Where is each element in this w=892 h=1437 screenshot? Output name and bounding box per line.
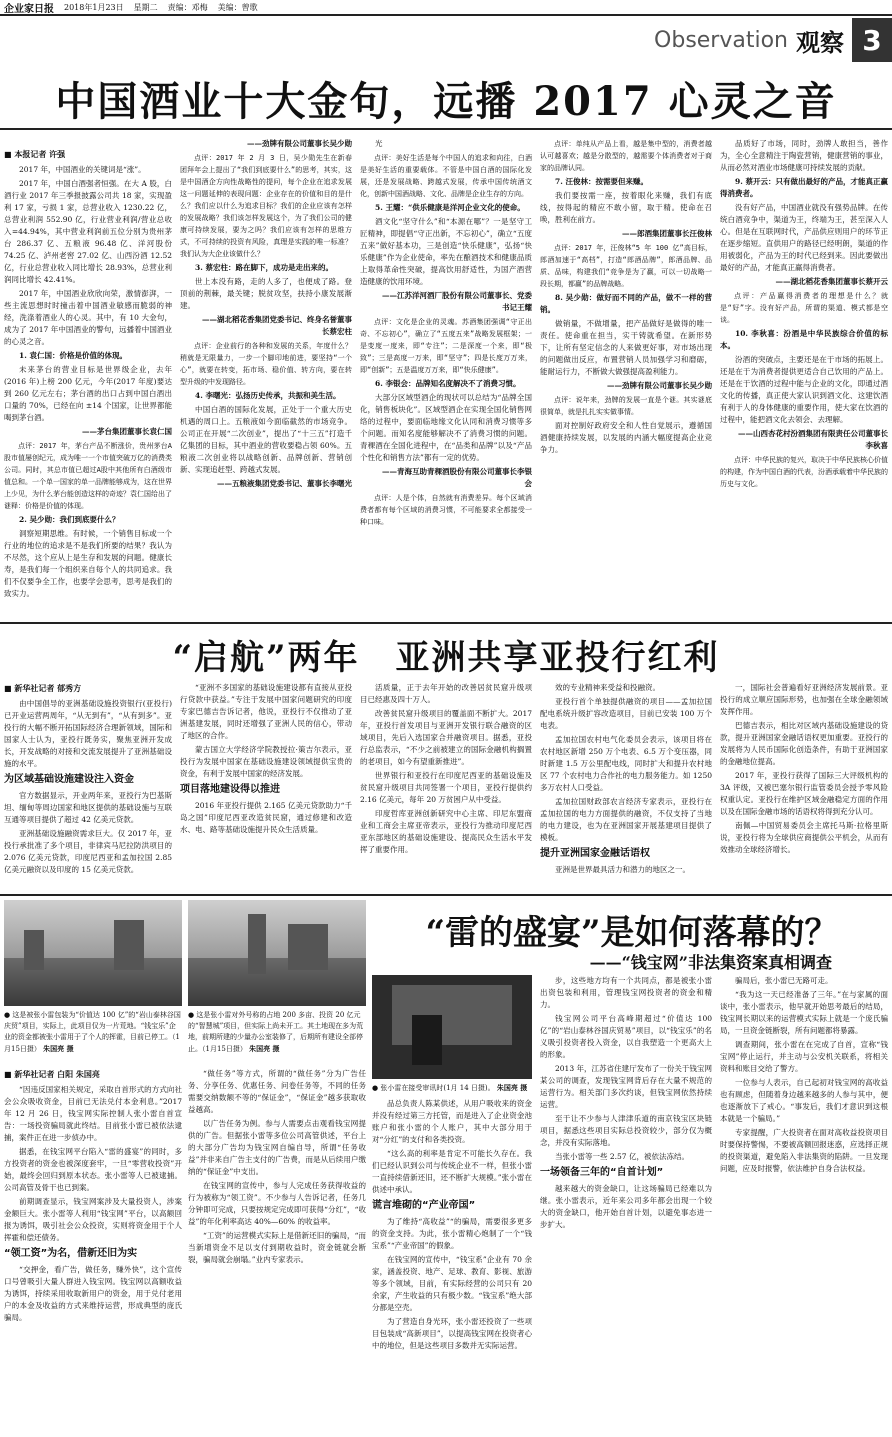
paragraph: 面对控制好政府安全和人性自觉展示，遵循国酒健康持续发展，以发展的内涵大幅度提高企业竞争力。 xyxy=(540,421,712,454)
paragraph: 2013 年，江苏省住建厅发布了一份关于钱宝网某公司的调查，发现钱宝网背后存在大量不规范的运营行为。相关部门多次约谈，但钱宝网依然持续运营。 xyxy=(540,1064,712,1109)
paragraph: 做销量，不做增量，把产品做好是做得的唯一责任。使命重在担当，实干铸就希望。在新形势下，让所有坚定信念的人来做更好事，对市场出现的问题做出反应，布置营销人员加强学习和磨砺，能耐运行力，不断做大做强提高盈利能力。 xyxy=(540,319,712,376)
subhead: 4. 李曙光：弘扬历史传承，共振和美生活。 xyxy=(195,391,341,400)
paragraph: 大部分区域型酒企的现状可以总结为“品牌全国化，销售板块化”。区域型酒企在实现全国化销售网络的过程中，要面临地缘文化认同和消费习惯等多个问题。而知名度能够解决不了消费习惯的问题。青稞酒在全国化进程中，在“品类和品牌”以及“产品个性化和销售方法”都有一定的优势。 xyxy=(360,393,532,462)
paragraph: 由中国倡导的亚洲基础设施投资银行(亚投行)已开业运营两周年，“从无到有”，“从有到多”。亚投行的大幅不断开拓国际经济合理新领域，国际和国家人士认为，亚投行既务实，聚焦亚洲开发成长，开发战略的对接和交流发展提升了亚洲基础设施的水平。 xyxy=(4,699,172,768)
article2-col1 xyxy=(4,682,172,888)
byline: ■ 新华社记者 郁秀方 xyxy=(4,683,82,693)
commentary: 点评：产品赢得消费者的理想是什么？就是“好”字。没有好产品，所谓的渠道、模式都是空谈。 xyxy=(720,292,888,324)
paragraph: “因违反国家相关规定，采取自首形式的方式向社会公众吸收资金，目前已无法兑付本金利息。”2017 年 12 月 26 日，钱宝网实际控制人张小雷自首宣告：一场投资骗局就此终结。目前张小雷已被依法逮捕，案件正在进一步侦办中。 xyxy=(4,1085,182,1142)
paragraph: 亚洲基础设施融资需求巨大。仅 2017 年，亚投行承批准了多个项目，非律宾马尼拉防洪项目的 2.076 亿美元贷款，印度尼西亚和孟加拉国 2.85 亿美元融资以及印度的 15 亿美元贷款。 xyxy=(4,829,172,874)
section-heading: 一场领备三年的“自首计划” xyxy=(540,1167,664,1178)
paragraph: 孟加拉国农村电气化委员会表示，该项目将在农村地区新增 250 万个电表、6.5 万个变压器，同时新建 1.5 万公里配电线，同时扩大和提升农村地区 77 个农村电力合作社的电力服务能力。如 1250 多万农村人口受益。 xyxy=(540,735,712,792)
paragraph: “亚洲不多国家的基础设施建设都有直接从亚投行贷款中获益。”专注于发展中国家问题研究的印度专家巴德吉告诉记者，他说，亚投行不仅推动了亚洲基建发展，同时还增强了亚洲人民的信心，带动了地区的合作。 xyxy=(180,683,352,740)
section-en: Observation xyxy=(654,27,788,53)
divider xyxy=(0,128,892,130)
paragraph: “我为这一天已经准备了三年。”在与家属的面谈中，张小雷表示，他早就开始思考最后的结局，钱宝网长期以来的运营模式实际上就是一个庞氏骗局，一旦资金链断裂，所有问题都将暴露。 xyxy=(720,990,888,1035)
subhead: 2. 吴少勋：我们到底要什么？ xyxy=(19,515,120,524)
commentary: 点评：2017 年，汪俊林“5 年 100 亿”高目标，郎酒加速于“高档”，打造“郎酒品牌”，郎酒品牌、品质、品味，构建我们“竞争是为了赢，可以一切战略一段长期，都赢”的品牌战略。 xyxy=(540,244,712,288)
paragraph: 当张小雷等一些 2.57 亿，被依法冻结。 xyxy=(555,1152,689,1161)
photo-wasteland xyxy=(4,900,182,1006)
article1-col1 xyxy=(4,148,172,618)
paragraph: 品总负责人陈某供述，从用户吸收来的资金并没有经过第三方托管，而是进入了企业资金池账户和张小雷的个人账户，其中大部分用于对“分红”的支付和各类投资。 xyxy=(372,1099,532,1144)
commentary: 点评：2017 年 2 月 3 日，吴少勋先生在新春团拜年会上提出了“我们到底要什么”的思考，其实，这是中国酒企方向性战略性的提问，每个企业在追求发展这一问题延伸的表现问题：企业存在的价值和目的是什么？我们应以什么为追求目标？我们的企业应该有怎样的发展战略？我们该怎样发展这个，为了我们公司的健康可持续发展，要为之吗？我们应该有怎样的思维方式，不可持续的投资有风险，真理是实践的唯一标准？我们认为大企业该做什么？ xyxy=(180,154,352,258)
section-heading: 提升亚洲国家金融话语权 xyxy=(540,848,650,859)
paragraph: 步，这些地方均有一个共同点，都是被张小雷出资包装和利用，管理钱宝网投资者的资金和精力。 xyxy=(540,976,712,1009)
article3-col1 xyxy=(4,1068,182,1433)
paragraph: 一，国际社会普遍看好亚洲经济发展前景。亚投行的成立顺应国际形势，也加强在全球金融领域发挥作用。 xyxy=(720,683,888,716)
section-heading: 谎言堆砌的“产业帝国” xyxy=(372,1200,476,1211)
attribution: ——劲牌有限公司董事长吴少勋 xyxy=(607,381,712,390)
caption-text: ● 张小雷在接受审讯时(1月 14 日摄)。 xyxy=(372,1084,495,1092)
paragraph: 调查期间，张小雷在在完成了自首，宣称“钱宝网”停止运行，并主动与公安机关联系，将相关资料和账目交给了警方。 xyxy=(720,1040,888,1073)
article3-headline: “雷的盛宴”是如何落幕的？ xyxy=(425,913,839,953)
paragraph: 我们要按需一座，按着眼化来赚，我们有底线，按得起的精应不敢小留，取于精。使命在召唤，胜利在前方。 xyxy=(540,191,712,224)
paragraph: 骗局后，张小雷已无路可走。 xyxy=(735,976,833,985)
photo-interrogation xyxy=(372,975,532,1079)
paragraph: 官方数据显示，开业两年来，亚投行为巴基斯坦、缅甸等周边国家和地区提供的基础设施与互联互通等项目提供了超过 42 亿美元贷款。 xyxy=(4,791,172,824)
paragraph: “交押金，看广告，做任务，赚外快”，这个宣传口号曾吸引大量人群进入钱宝网。钱宝网以高额收益为诱饵，持续采用收取新用户的资金，用于兑付老用户的本金及收益的方式来维持运营，形成典型的庞氏骗局。 xyxy=(4,1265,182,1322)
article1-headline: 中国酒业十大金句，远播 2017 心灵之音 xyxy=(55,78,837,125)
commentary: 点评：单纯从产品上看，越是集中型的，消费者越认可越喜欢；越是分散型的，越需要个体消费者对于商家的品牌认同。 xyxy=(540,140,712,172)
paragraph: “这么高的利率是肯定不可能长久存在。我们已经认识到公司与传统企业不一样，但张小雷一直持续借新还旧，还不断扩大规模。”张小雷在供述中承认。 xyxy=(372,1149,532,1194)
photo-ground xyxy=(188,958,366,1006)
paragraph: 效的专业精神来受益和投融资。 xyxy=(555,683,660,692)
commentary: 点评：说年来，劲牌的发展一直是个谜。其实谜底很简单，就是扎扎实实做事情。 xyxy=(540,396,712,416)
divider xyxy=(0,894,892,896)
article2-col3 xyxy=(360,682,532,888)
paragraph: 巴德吉表示，相比对区域内基础设施建设的贷款，提升亚洲国家金融话语权更加重要。亚投行的发展将为人民币国际化创造条件，有助于亚洲国家的金融地位提高。 xyxy=(720,721,888,766)
attribution: ——茅台集团董事长袁仁国 xyxy=(82,427,172,436)
attribution: ——江苏洋河酒厂股份有限公司董事长、党委书记王耀 xyxy=(382,291,532,312)
photo-caption xyxy=(188,1010,366,1062)
paragraph: 前期调查显示，钱宝网案涉及大量投资人，涉案金额巨大。张小雷等人利用“钱宝网”平台，以高额回报为诱饵，吸引社会公众投资，实则将资金用于个人挥霍和偿还债务。 xyxy=(4,1197,182,1242)
commentary: 点评：人是个体，自然就有消费差异。每个区域消费者都有每个区域的消费习惯，不可能要求全都接受一种口味。 xyxy=(360,494,532,526)
photo-wall xyxy=(392,985,512,1045)
paragraph: 汾酒的突破点，主要还是在于市场的拓展上。还是在于为消费者提供更适合自己饮用的产品上。还是在于饮酒的过程中能与企业的文化，即通过酒文化的传播，真正使大家认识到酒文化、这建饮酒有利于人的身体健康的重要作用，使大家在饮酒的过程中，能把酒文化去领会、去理解。 xyxy=(720,355,888,424)
paragraph: 南佩—中国贸易委员会主席托马斯·拉格里斯说，亚投行将为全球供应商提供公平机会，从而有效推动全球经济增长。 xyxy=(720,821,888,854)
section-banner xyxy=(554,18,892,62)
page-number: 3 xyxy=(852,18,892,62)
paragraph: 在钱宝网的宣传中，参与人完成任务获得收益的行为被称为“领工资”。不少参与人告诉记者，任务几分钟即可完成，只要按规定完成即可获得“分红”，“收益”的年化利率高达 40%—60% 的收益率。 xyxy=(188,1181,366,1226)
paragraph: 以广告任务为例。参与人需要点击观看钱宝网提供的广告。但据张小雷等多位公司高管供述，平台上的大部分广告均为钱宝网自编自导，所谓“任务收益”并非来自广告主支付的广告费，而是从后续用户缴纳的“保证金”中支出。 xyxy=(188,1119,366,1176)
paragraph: 亚投行首个单独提供融资的项目——孟加拉国配电系统升级扩容改造项目，目前已安装 100 万个电表。 xyxy=(540,697,712,730)
caption-text: ● 这是张小雷对外号称的占地 200 多亩、投资 20 亿元的“智慧城”项目，但实际上尚未开工。其土地现在多为荒地，前期所建的少量办公室装修了，后期所有建设全部停止。（1月15日摄） xyxy=(188,1011,364,1053)
attribution: ——青海互助青稞酒股份有限公司董事长李银会 xyxy=(382,467,532,488)
weekday: 星期二 xyxy=(133,2,158,12)
attribution: ——湖北稻花香集团董事长蔡开云 xyxy=(775,277,888,286)
paragraph: 未来茅台的营业目标是世界级企业，去年(2016 年)上榜 200 亿元，今年(2017 年度)要达到 260 亿元左右；茅台酒的出口占到中国白酒出口量的 70%，已经在向 ±14 个国家，让世界都能喝到茅台酒。 xyxy=(4,365,172,422)
designer: 美编：曾歌 xyxy=(217,2,258,12)
section-heading: 项目落地建设得以推进 xyxy=(180,784,280,795)
photo-credit: 朱国亮 摄 xyxy=(43,1044,74,1053)
attribution: ——劲牌有限公司董事长吴少勋 xyxy=(247,139,352,148)
photo-building xyxy=(248,914,266,974)
photo-person xyxy=(412,1015,442,1065)
photo-sky xyxy=(188,900,366,958)
paragraph: 2016 年亚投行提供 2.165 亿美元贷款助力“千岛之国”印度尼西亚改造贫民窟，通过修建和改造水、电、路等基础设施提升民众生活质量。 xyxy=(180,801,352,834)
paragraph: 据悉，在钱宝网平台陷入“雷的盛宴”的同时，多方投资者的资金也被深度套牢，一旦“零营收投资”开始，最终会回归到原本状态。张小雷等人已被逮捕。公司高管及骨干也已到案。 xyxy=(4,1147,182,1192)
paragraph: 蒙古国立大学经济学院教授拉·策吉尔表示，亚投行为发展中国家在基础设施建设领域提供宝贵的资金，有利于发展中国家的经济发展。 xyxy=(180,745,352,778)
section-cn: 观察 xyxy=(796,28,844,57)
paper-name: 企业家日报 xyxy=(4,3,54,15)
paragraph: 品质好了市场，同时，劲牌人敢担当，善作为，全心全意精注于陶瓷营销，健康营销的事业，从而必然对酒业市场健康可持续发展的贡献。 xyxy=(720,139,888,172)
subhead: 6. 李银会：品牌知名度解决不了消费习惯。 xyxy=(375,379,521,388)
paragraph: 越来越大的资金缺口，让这场骗局已经难以为继。张小雷表示，近年来公司多年都会出现一个较大的资金缺口，他开始自首计划，以避免事态进一步扩大。 xyxy=(540,1184,712,1229)
paragraph: 专家提醒，广大投资者在面对高收益投资项目时要保持警惕，不要被高额回报迷惑，应选择正规的投资渠道，避免陷入非法集资的陷阱。一旦发现问题，应及时报警，依法维护自身合法权益。 xyxy=(720,1128,888,1173)
attribution: ——郎酒集团董事长汪俊林 xyxy=(622,229,712,238)
article1-col5 xyxy=(720,138,888,618)
commentary: 点评：美好生活是每个中国人的追求和向往，白酒是美好生活的重要载体。不管是中国白酒的国际化发展，还是发展战略、跨越式发展，传承中国传统酒文化，创新中国酒战略、文化、品牌是企业生存的方向。 xyxy=(360,154,532,198)
subhead: 1. 袁仁国：价格是价值的体现。 xyxy=(19,351,127,360)
article1-col2 xyxy=(180,138,352,618)
paragraph: 为了维持“高收益”“的骗局，需要很多更多的资金支持。为此，张小雷精心炮制了一个“钱宝系”“产业帝国”的假象。 xyxy=(372,1217,532,1250)
paragraph: 孟加拉国财政部农言经济专家表示，亚投行在孟加拉国的电力方面提供的融资，不仅支持了当地的电力建设，也为在亚洲国家开展基建项目提供了模板。 xyxy=(540,797,712,842)
article1-col4 xyxy=(540,138,712,618)
paragraph: 为了营造自身光环，张小雷还投资了一些项目包装成“高新项目”，以提高钱宝网在投资者心中的地位，但是这些项目多数并无实际运营。 xyxy=(372,1317,532,1350)
paragraph: “做任务”等方式，所谓的“做任务”分为广告任务、分享任务、优惠任务、问卷任务等，不同的任务需要交纳数额不等的“保证金”，“保证金”越多获取收益越高。 xyxy=(188,1069,366,1114)
photo-smart-city xyxy=(188,900,366,1006)
photo-credit: 朱国亮 摄 xyxy=(249,1044,280,1053)
commentary: 点评：文化是企业的灵魂。苏酒集团强调“守正出奇、不忘初心”，确立了“五度五来”战略发展框架；一是变度一度来，即“专注”；二是深度一个来，即“极致”；三是高度一万来，即“坚守”；四是长度万万来，即“创新”；五是温度万万来，即“快乐健康”。 xyxy=(360,318,532,374)
paragraph: 世界银行和亚投行在印度尼西亚的基础设施及贫民窟升级项目共同签署一个项目，亚投行提供约 2.16 亿美元，每年 20 万贫困户从中受益。 xyxy=(360,771,532,804)
paragraph: 没有好产品，中国酒业就没有强势品牌。在传统白酒竞争中，渠道为王，终端为王，甚至深入人心。但是在互联网时代，产品供应则用户的环节正在逐步缩短。直供用户的路径已经明朗，渠道的作用被弱化，产品为王的时代已经到来。因此要做出最好的产品，才能真正赢得消费者。 xyxy=(720,203,888,272)
subhead: 8. 吴少勋：做好而不同的产品，做不一样的营销。 xyxy=(540,293,712,314)
paragraph: 2017 年，中国白酒强者恒强。在大 A 股，白酒行业 2017 年三季报披露公司共 18 家，实现盈利 17 家，亏损 1 家，总营业收入 1230.22 亿，总营业利润 552.90 亿，行业营业利润/营业总收入=44.94%，其中营业利润前五位分别为贵州茅台 286.37 亿、五粮液 96.48 亿、洋河股份 74.25 亿、泸州老窖 27.02 亿、山西汾酒 12.52 亿，行业总营业收入同比增长 28.93%，总营业利润同比增长 42.41%。 xyxy=(4,179,172,284)
paragraph: 光 xyxy=(375,139,383,148)
paragraph: 活质量，正于去年开始的改善居贫民窟升级项目已经惠及四十万人。 xyxy=(360,683,532,704)
attribution: ——湖北稻花香集团党委书记、终身名誉董事长蔡宏柱 xyxy=(202,315,352,336)
byline: ■ 新华社记者 白阳 朱国亮 xyxy=(4,1069,100,1079)
commentary: 点评：2017 年，茅台产品不断涨价，贵州茅台A股市值屡创纪元，成为唯一一个市值突破万亿的消费类公司。同时，其总市值已超过A股中其他所有白酒级市值总和。一个单一国家的单一品牌能够成为，这在世界上少见，为什么茅台能创造这样的奇迹？袁仁国给出了谜释：价格是价值的体现。 xyxy=(4,442,172,510)
byline: ■ 本报记者 许强 xyxy=(4,149,66,159)
article3-col5 xyxy=(720,975,888,1433)
paragraph: 酒文化“坚守什么”和“本源在哪”？一是坚守工匠精神，即提倡“守正出新，不忘初心”，确立“五度五来”做好基本功，三是创造“快乐健康”，弘扬“快乐健康”作为企业使命，率先在酿酒技术和健康品质上取得革命性突破，提高饮用舒适性，为国产酒营造健康的饮用环境。 xyxy=(360,217,532,286)
editor: 责编：邓梅 xyxy=(167,2,208,12)
article1-col3 xyxy=(360,138,532,618)
attribution: ——五粮液集团党委书记、董事长李曙光 xyxy=(217,479,352,488)
article3-col4 xyxy=(540,975,712,1433)
commentary: 点评：企业前行的各种和发展的关系，年度什么？稍就是无限量力，一步一个脚印地前进，要坚持“一个心”，就要在转变，拓市场、稳价值、转方向，要在转型升级的中发现路径。 xyxy=(180,342,352,386)
paragraph: 至于让不少参与人津津乐道的南京钱宝区块链项目，据悉这些项目实际总投资较少，部分仅为概念，并没有实际落地。 xyxy=(540,1114,712,1147)
paragraph: 一位参与人表示，自己起初对钱宝网的高收益也有顾虑，但随着身边越来越多的人参与其中，便也逐渐放下了戒心。“事发后，我们才意识到这根本就是一个骗局。” xyxy=(720,1078,888,1123)
article3-subhead: ——“钱宝网”非法集资案真相调查 xyxy=(589,953,832,972)
paragraph: 洞察短期思维。有时候，一个销售目标或一个行业的地位的追求是不是我们所要的结果？我认为不尽然，这个应从上是生存和发展的问题。健康长寿，是我们每一个组织来自每个人的共同追求。我们不仅要争全工作，也要学会思考，思考是我们的致实力。 xyxy=(4,529,172,598)
paragraph: “工资”的运营模式实际上是借新还旧的骗局，“而当新增资金不足以支付到期收益时，资金链就会断裂，骗局就会崩塌。”业内专家表示。 xyxy=(188,1231,366,1264)
subhead: 10. 李秋喜：汾酒是中华民族综合价值的标本。 xyxy=(720,329,888,350)
divider xyxy=(0,622,892,624)
section-heading: 为区域基础设施建设注入资金 xyxy=(4,774,134,785)
photo-building xyxy=(24,930,44,970)
article3-col3 xyxy=(372,1098,532,1433)
article2-col5 xyxy=(720,682,888,888)
paragraph: 世上本没有路，走的人多了，也便成了路。登顶前的荆棘，最关键；脱贫攻坚，扶持小康发展渐建。 xyxy=(180,277,352,310)
article3-col2 xyxy=(188,1068,366,1433)
section-heading: “领工资”为名，借新还旧为实 xyxy=(4,1248,138,1259)
subhead: 7. 汪俊林：按需要但来赚。 xyxy=(555,177,648,186)
paragraph: 亚洲是世界最具活力和潜力的地区之一。 xyxy=(555,865,690,874)
issue-date: 2018年1月23日 xyxy=(64,2,124,12)
paragraph: 在钱宝网的宣传中，“钱宝系”企业有 70 余家，涵盖投资、地产、足球、教育、影视、旅游等多个领域，目前，有实际经营的公司只有 20 余家，产生收益的只有极少数。“钱宝系”绝大部分都是空壳。 xyxy=(372,1255,532,1312)
paragraph: 改善贫民窟升级项目的覆盖面不断扩大。2017 年，亚投行首发项目与亚洲开发银行联合融资的区域项目，先后入选国家合并融资项目。据悉，亚投行总监表示，“不少之前被建立的国际金融机构搁置的老项目，如今有望重新推进”。 xyxy=(360,709,532,766)
caption-text: ● 这是被张小雷包装为“价值达 100 亿”的“岩山泰林谷国庆贸”项目，实际上，此项目仅为一片荒地。“钱宝乐”企业的资金都被张小雷用于了个人的挥霍，目前已停工。（1月15日摄） xyxy=(4,1011,181,1053)
attribution: ——山西杏花村汾酒集团有限责任公司董事长李秋喜 xyxy=(738,429,888,450)
photo-credit: 朱国亮 摄 xyxy=(496,1083,528,1092)
article2-col2 xyxy=(180,682,352,888)
photo-building xyxy=(288,924,328,970)
photo-caption xyxy=(372,1082,532,1094)
paragraph: 中国白酒的国际化发展，正处于一个重大历史机遇的周口上。五粮液如今面临截然的市场竞争。公司正在开展“二次创业”，提出了“十三五”打造千亿集团的目标，其中酒业的营收要稳占领 60%。五粮液二次创业将以战略创新、品牌创新、营销创新、实现追赶型、跨越式发展。 xyxy=(180,405,352,474)
subhead: 9. 蔡开云：只有做出最好的产品，才能真正赢得消费者。 xyxy=(720,177,888,198)
photo-caption xyxy=(4,1010,182,1062)
paragraph: 钱宝网公司平台高峰期超过“价值达 100 亿”的“岩山泰林谷国庆贸易”项目，以“钱宝乐”的名义吸引投资者投入资金，以自我塑造一个更高大上的形象。 xyxy=(540,1014,712,1059)
paragraph: 2017 年，中国酒业欣欣向荣，激情澎湃，一些主流思想时时撞击着中国酒业敏感而脆弱的神经，洗涤着酒业人的心灵。其中，有 10 大金句，成为了 2017 年中国酒业的警句，远播着中国酒业的心灵之音。 xyxy=(4,289,172,346)
paragraph: 2017 年，中国酒业的关键词是“涨”。 xyxy=(19,165,146,174)
article2-col4 xyxy=(540,682,712,888)
masthead xyxy=(0,0,892,16)
paragraph: 2017 年，亚投行获得了国际三大评级机构的 3A 评级，又被巴塞尔银行监管委员会授予零风险权重认定。亚投行在维护区域金融稳定方面的作用以及在国际金融市场的话语权将得到充分认可。 xyxy=(720,771,888,816)
paragraph: 印度哲库亚洲创新研究中心主席、印尼东盟商业和工商会主席亚帝表示，亚投行为推动印度尼西亚东部地区的基础设施建设、提高民众生活水平发挥了重要作用。 xyxy=(360,809,532,854)
subhead: 3. 蔡宏柱：路在脚下，成功是走出来的。 xyxy=(195,263,333,272)
commentary: 点评：中华民族的复兴，取决于中华民族核心价值的构建，作为中国白酒的代表，汾酒承载着中华民族的历史与文化。 xyxy=(720,456,888,488)
photo-building xyxy=(114,920,144,970)
article2-headline: “启航”两年 亚洲共享亚投行红利 xyxy=(172,638,720,678)
subhead: 5. 王耀：“供乐健康是洋河企业文化的使命。 xyxy=(375,203,525,212)
